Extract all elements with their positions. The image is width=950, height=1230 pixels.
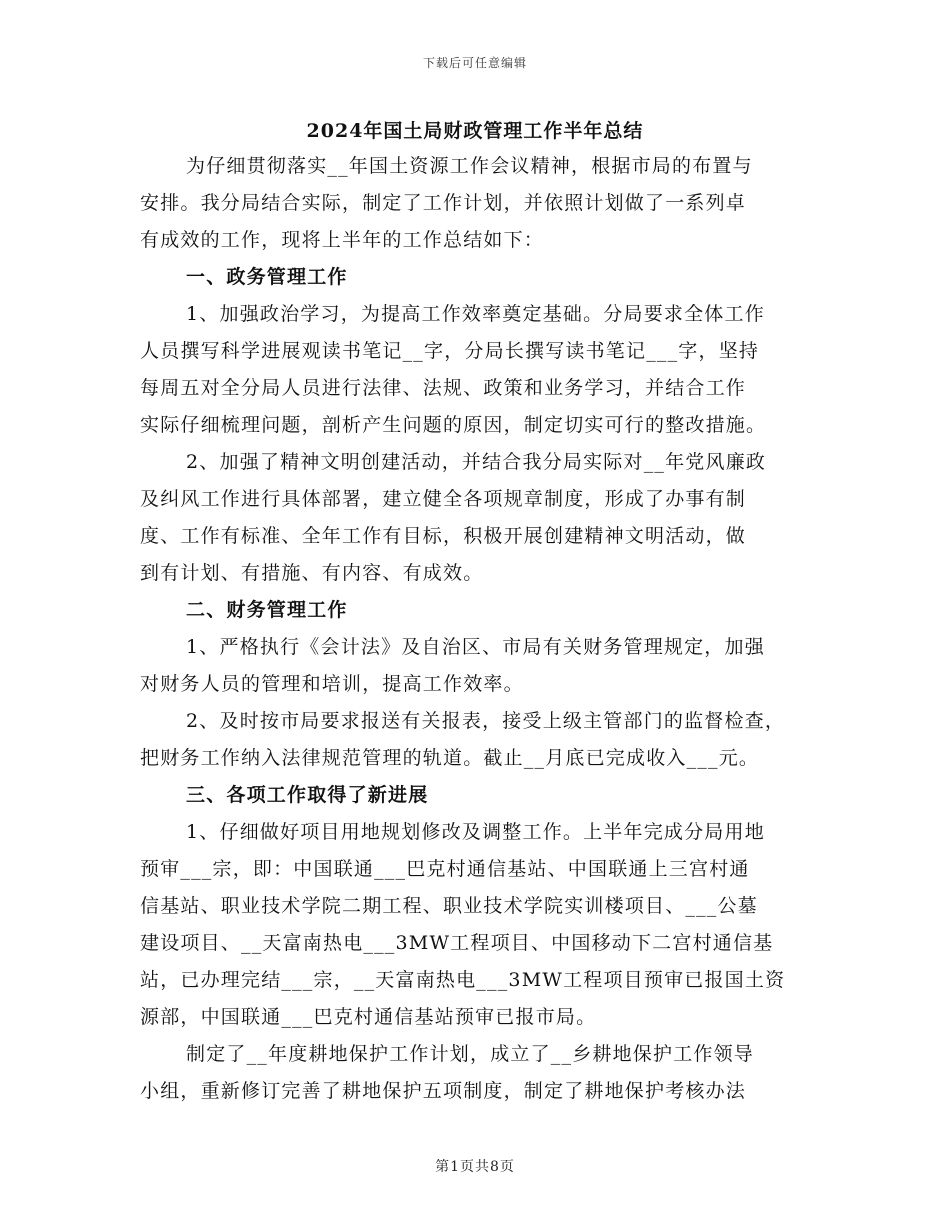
section-heading: 三、各项工作取得了新进展 [186, 784, 429, 806]
paragraph-line: 把财务工作纳入法律规范管理的轨道。截止__月底已完成收入___元。 [140, 747, 760, 769]
section-heading: 二、财务管理工作 [186, 599, 348, 621]
paragraph-line: 2、加强了精神文明创建活动，并结合我分局实际对__年党风廉政 [186, 451, 767, 473]
paragraph-line: 源部，中国联通___巴克村通信基站预审已报市局。 [140, 1006, 597, 1028]
header-note: 下载后可任意编辑 [422, 56, 527, 70]
paragraph-line: 预审___宗，即：中国联通___巴克村通信基站、中国联通上三宫村通 [140, 858, 750, 880]
paragraph-line: 及纠风工作进行具体部署，建立健全各项规章制度，形成了办事有制 [140, 488, 747, 510]
paragraph-line: 1、加强政治学习，为提高工作效率奠定基础。分局要求全体工作 [186, 303, 765, 325]
paragraph-line: 建设项目、__天富南热电___3MW工程项目、中国移动下二宫村通信基 [140, 932, 774, 954]
paragraph-line: 小组，重新修订完善了耕地保护五项制度，制定了耕地保护考核办法 [140, 1080, 747, 1102]
paragraph-line: 人员撰写科学进展观读书笔记__字，分局长撰写读书笔记___字，坚持 [140, 340, 760, 362]
paragraph-line: 站，已办理完结___宗，__天富南热电___3MW工程项目预审已报国土资 [140, 969, 786, 991]
page-number: 第1页共8页 [435, 1159, 515, 1175]
document-body [140, 148, 820, 1110]
paragraph-line: 1、仔细做好项目用地规划修改及调整工作。上半年完成分局用地 [186, 821, 765, 843]
paragraph-line: 为仔细贯彻落实__年国土资源工作会议精神，根据市局的布置与 [186, 155, 753, 177]
paragraph-line: 实际仔细梳理问题，剖析产生问题的原因，制定切实可行的整改措施。 [140, 414, 767, 436]
section-heading: 一、政务管理工作 [186, 266, 348, 288]
paragraph-line: 度、工作有标准、全年工作有目标，积极开展创建精神文明活动，做 [140, 525, 747, 547]
paragraph-line: 制定了__年度耕地保护工作计划，成立了__乡耕地保护工作领导 [186, 1043, 755, 1065]
paragraph-line: 2、及时按市局要求报送有关报表，接受上级主管部门的监督检查， [186, 710, 786, 732]
paragraph-line: 信基站、职业技术学院二期工程、职业技术学院实训楼项目、___公墓 [140, 895, 758, 917]
paragraph-line: 每周五对全分局人员进行法律、法规、政策和业务学习，并结合工作 [140, 377, 747, 399]
paragraph-line: 1、严格执行《会计法》及自治区、市局有关财务管理规定，加强 [186, 636, 765, 658]
document-title: 2024年国土局财政管理工作半年总结 [306, 120, 644, 142]
paragraph-line: 有成效的工作，现将上半年的工作总结如下： [140, 229, 545, 251]
paragraph-line: 对财务人员的管理和培训，提高工作效率。 [140, 673, 524, 695]
paragraph-line: 安排。我分局结合实际，制定了工作计划，并依照计划做了一系列卓 [140, 192, 747, 214]
paragraph-line: 到有计划、有措施、有内容、有成效。 [140, 562, 484, 584]
